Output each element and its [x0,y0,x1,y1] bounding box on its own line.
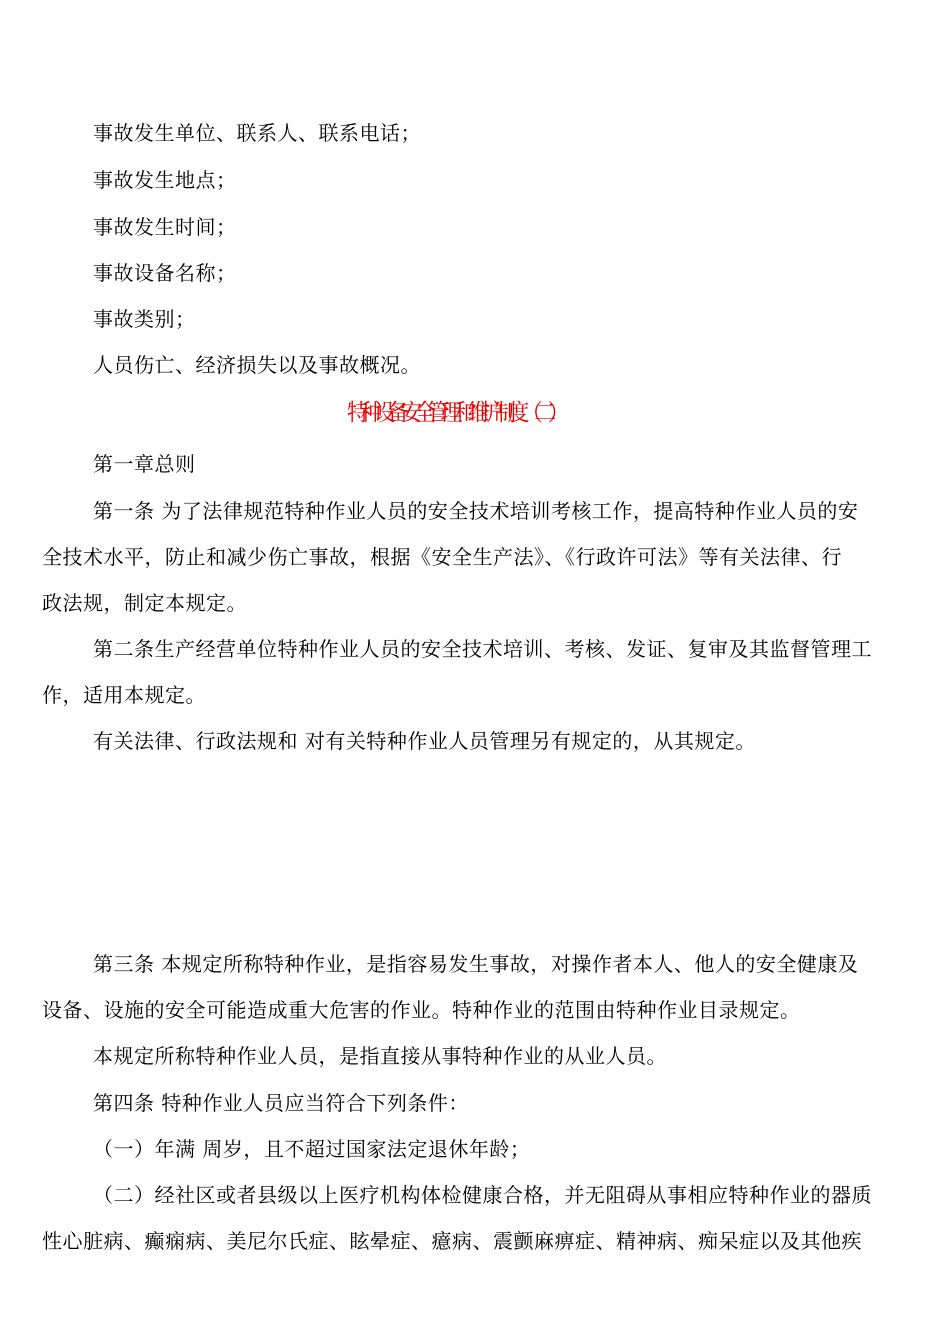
article-2-line-3: 有关法律、行政法规和 对有关特种作业人员管理另有规定的，从其规定。 [93,729,756,753]
article-3-line-1: 第三条 本规定所称特种作业，是指容易发生事故，对操作者本人、他人的安全健康及 [93,952,859,976]
accident-report-item-location: 事故发生地点； [93,168,237,192]
article-2-line-1: 第二条生产经营单位特种作业人员的安全技术培训、考核、发证、复审及其监督管理工 [93,637,872,661]
article-4-line-1: 第四条 特种作业人员应当符合下列条件： [93,1091,469,1115]
article-1-line-1: 第一条 为了法律规范特种作业人员的安全技术培训考核工作，提高特种作业人员的安 [93,499,859,523]
article-4-item-1: （一）年满 周岁，且不超过国家法定退休年龄； [93,1137,531,1161]
article-1-line-2: 全技术水平，防止和减少伤亡事故，根据《安全生产法》、《行政许可法》等有关法律、行 [42,545,842,569]
accident-report-item-equipment: 事故设备名称； [93,261,237,285]
article-2-line-2: 作，适用本规定。 [42,683,206,707]
article-3-line-3: 本规定所称特种作业人员，是指直接从事特种作业的从业人员。 [93,1044,667,1068]
accident-report-item-unit: 事故发生单位、联系人、联系电话； [93,121,421,145]
article-4-item-2-line-2: 性心脏病、癫痫病、美尼尔氏症、眩晕症、癔病、震颤麻痹症、精神病、痴呆症以及其他疾 [42,1229,862,1253]
document-title: 特种设备安全管理和维护制度（二） [346,400,562,426]
accident-report-item-category: 事故类别； [93,307,196,331]
accident-report-item-time: 事故发生时间； [93,215,237,239]
article-1-line-3: 政法规，制定本规定。 [42,591,247,615]
article-4-item-2-line-1: （二）经社区或者县级以上医疗机构体检健康合格，并无阻碍从事相应特种作业的器质 [93,1183,872,1207]
chapter-heading: 第一章总则 [93,452,196,476]
article-3-line-2: 设备、设施的安全可能造成重大危害的作业。特种作业的范围由特种作业目录规定。 [42,998,801,1022]
accident-report-item-casualties: 人员伤亡、经济损失以及事故概况。 [93,353,421,377]
